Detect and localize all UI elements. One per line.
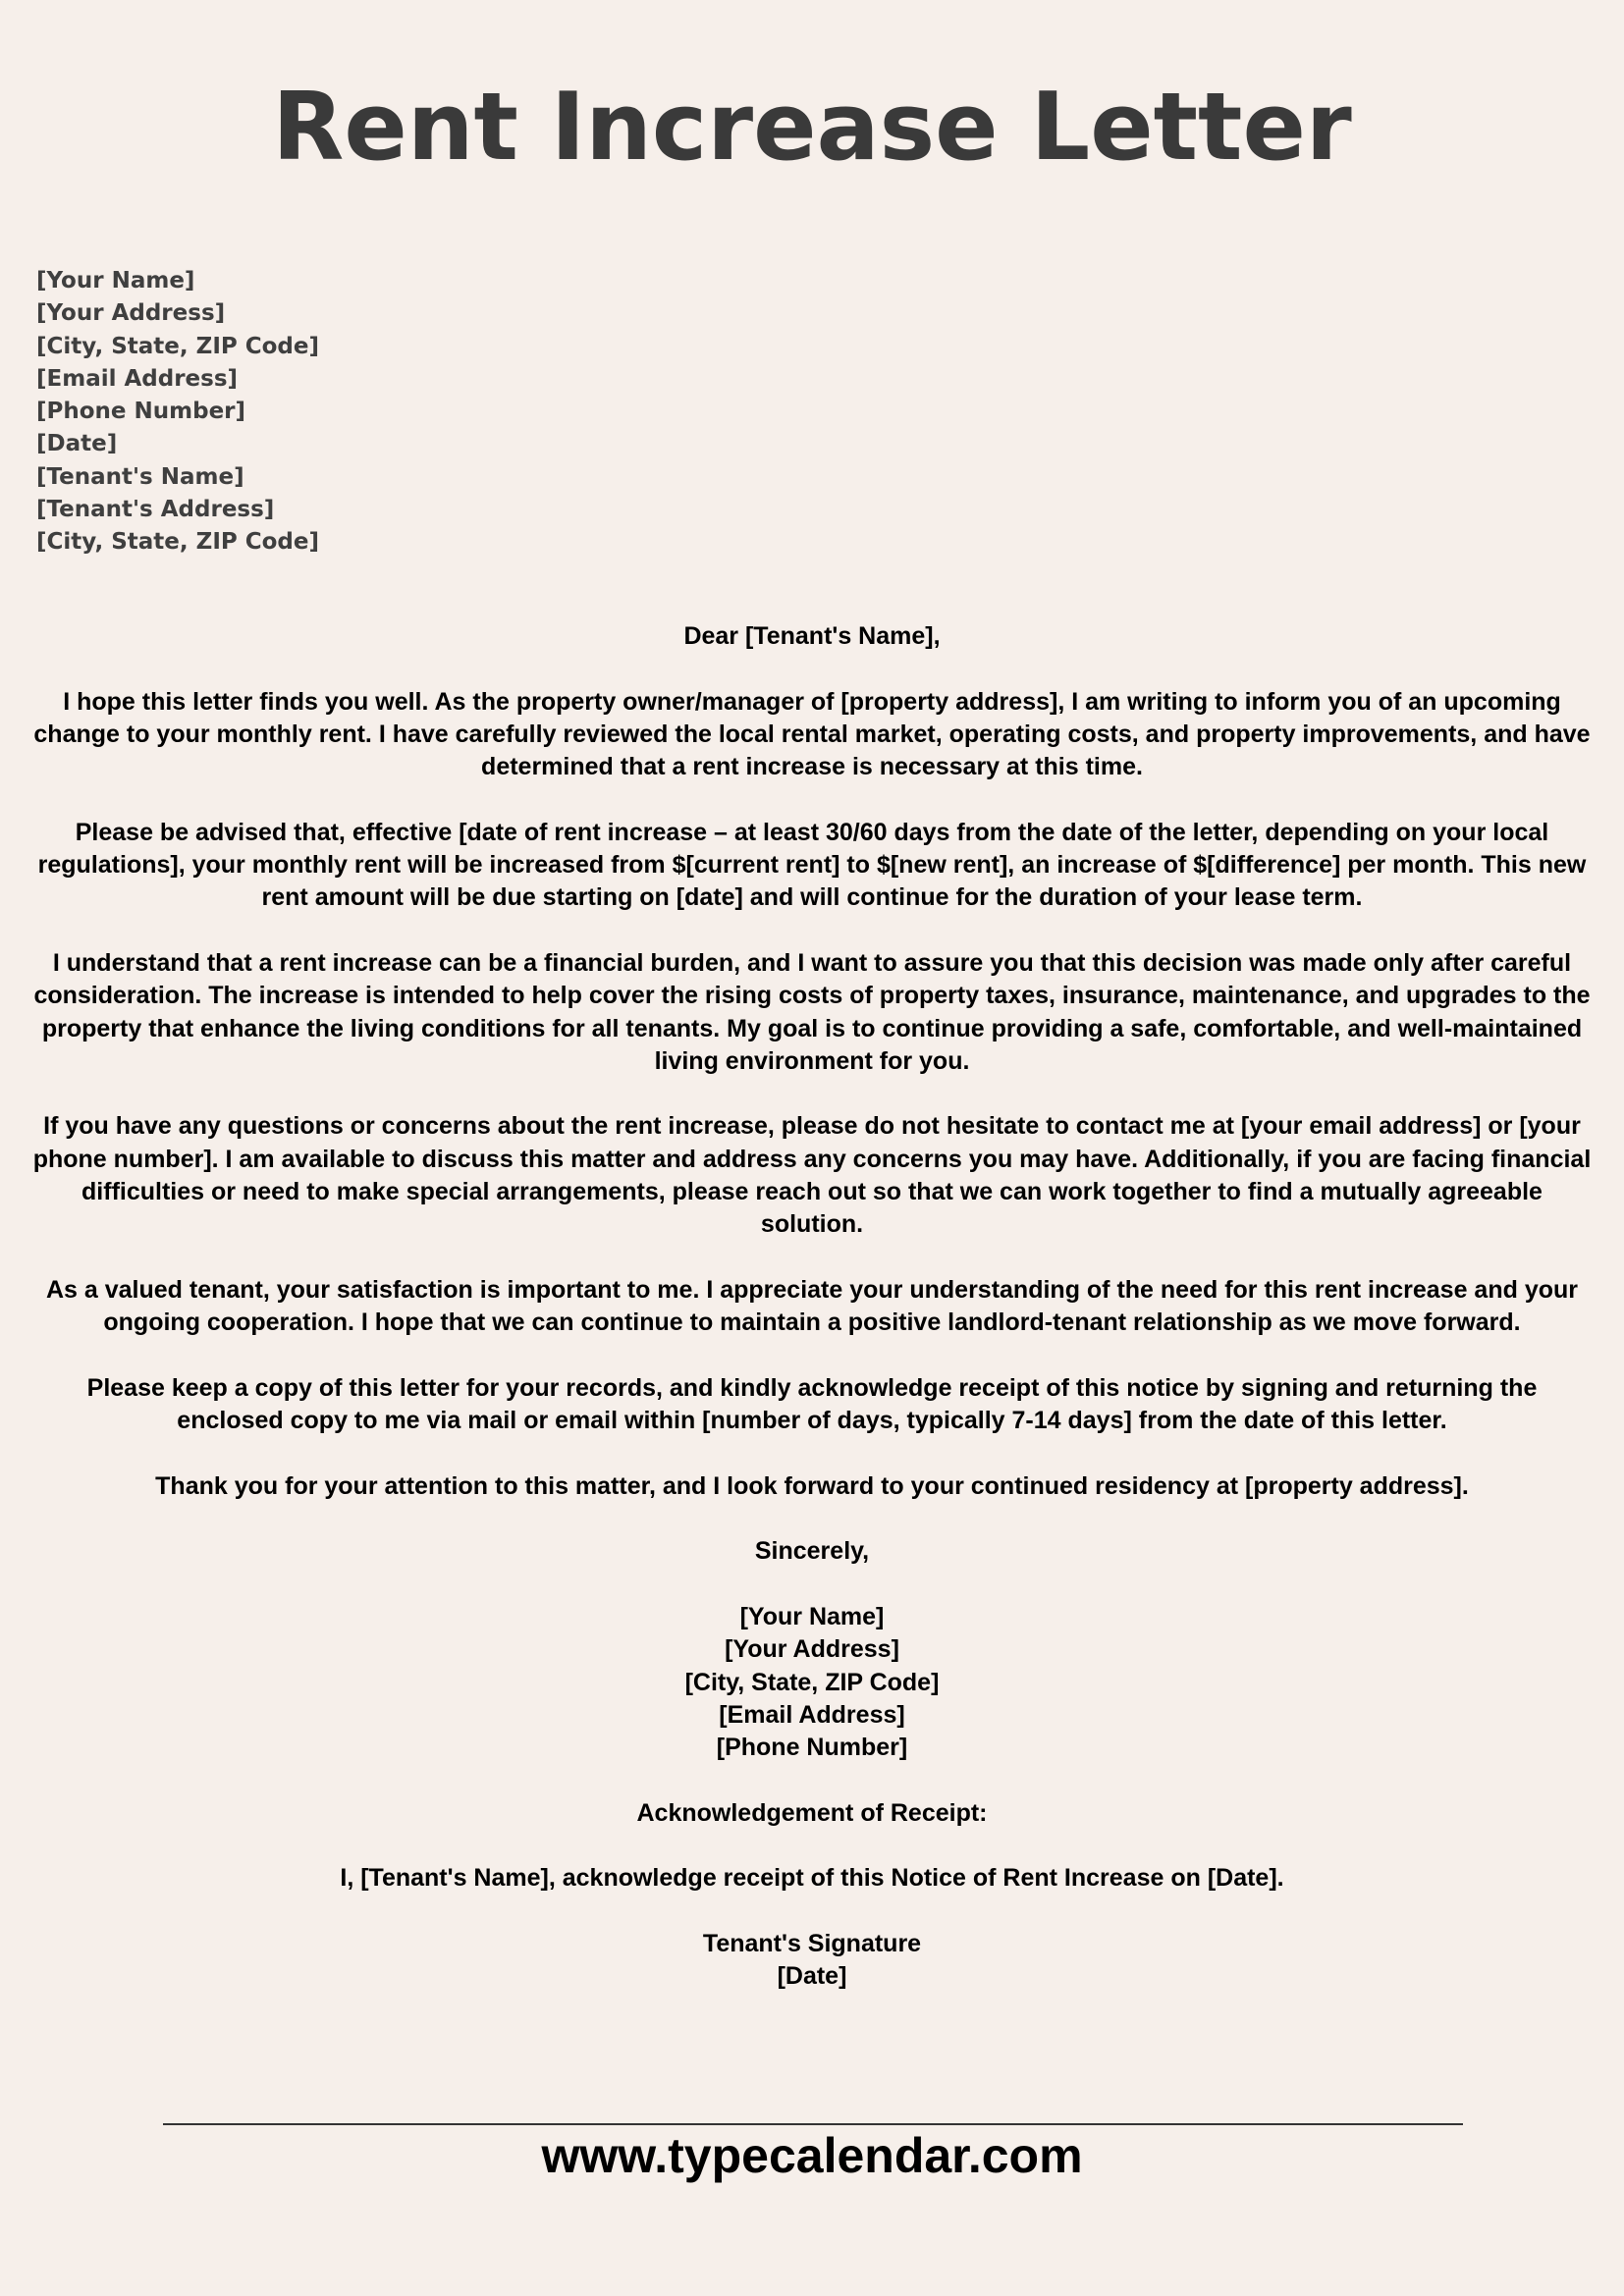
body-paragraph: As a valued tenant, your satisfaction is important to me. I appreciate your understanding of the need for this rent increase and your ongoing cooperation. I hope that we can continue to maintain a positive landlord-tenant relationship as we move forward. (45, 1275, 1579, 1337)
body-paragraph: Please keep a copy of this letter for your records, and kindly acknowledge receipt of this notice by signing and returning the enclosed copy to me via mail or email within [number of days, typically 7-14 days] from the date of this letter. (86, 1373, 1538, 1435)
body-paragraph: Please be advised that, effective [date of rent increase – at least 30/60 days from the date of the letter, depending on your local regulations], your monthly rent will be increased from $[current rent] to $[new rent], an increase of $[difference] per month. This new rent amount will be due starting on [date] and will continue for the duration of your lease term. (37, 818, 1587, 912)
tenant-signature-block (31, 1928, 1593, 1994)
sender-phone: [Phone Number] (36, 399, 246, 425)
tenant-date-label: [Date] (777, 1962, 847, 1991)
salutation: Dear [Tenant's Name], (683, 622, 941, 650)
tenant-signature-label: Tenant's Signature (702, 1929, 922, 1957)
acknowledgement-text: I, [Tenant's Name], acknowledge receipt of this Notice of Rent Increase on [Date]. (340, 1864, 1284, 1893)
body-paragraph: I hope this letter finds you well. As the property owner/manager of [property address], I am writing to inform you of an upcoming change to your monthly rent. I have carefully reviewed the local rental market, operating costs, and property improvements, and have determined that a rent increase is necessary at this time. (33, 687, 1591, 781)
signature-email: [Email Address] (719, 1700, 905, 1729)
sender-city-state-zip: [City, State, ZIP Code] (36, 333, 319, 359)
letter-date: [Date] (36, 431, 118, 457)
letter-body (31, 620, 1593, 2026)
footer-divider (163, 2123, 1463, 2125)
document-title: Rent Increase Letter (272, 74, 1352, 182)
sender-address: [Your Address] (36, 300, 226, 327)
tenant-name: [Tenant's Name] (36, 463, 244, 490)
sender-address-block (36, 265, 319, 560)
signature-phone: [Phone Number] (716, 1734, 908, 1762)
signature-block (31, 1601, 1593, 1764)
signature-name: [Your Name] (739, 1602, 885, 1630)
closing: Sincerely, (754, 1537, 870, 1566)
tenant-address: [Tenant's Address] (36, 497, 275, 523)
body-paragraph: Thank you for your attention to this matter, and I look forward to your continued residency at [property address]. (155, 1471, 1469, 1500)
signature-address: [Your Address] (725, 1635, 899, 1664)
tenant-city-state-zip: [City, State, ZIP Code] (36, 529, 319, 556)
body-paragraph: If you have any questions or concerns about the rent increase, please do not hesitate to contact me at [your email address] or [your phone number]. I am available to discuss this matter and address any concerns you may have. Additionally, if you are facing financial difficulties or need to make special arrangements, please reach out so that we can work together to find a mutually agreeable solution. (32, 1112, 1592, 1239)
acknowledgement-heading: Acknowledgement of Receipt: (636, 1798, 988, 1827)
footer-website-link[interactable]: www.typecalendar.com (541, 2128, 1083, 2183)
signature-city-state-zip: [City, State, ZIP Code] (684, 1668, 940, 1696)
sender-name: [Your Name] (36, 268, 195, 294)
sender-email: [Email Address] (36, 365, 239, 392)
body-paragraph: I understand that a rent increase can be a financial burden, and I want to assure you that this decision was made only after careful consideration. The increase is intended to help cover the rising costs of property taxes, insurance, maintenance, and upgrades to the property that enhance the living conditions for all tenants. My goal is to continue providing a safe, comfortable, and well-maintained living environment for you. (33, 948, 1591, 1075)
